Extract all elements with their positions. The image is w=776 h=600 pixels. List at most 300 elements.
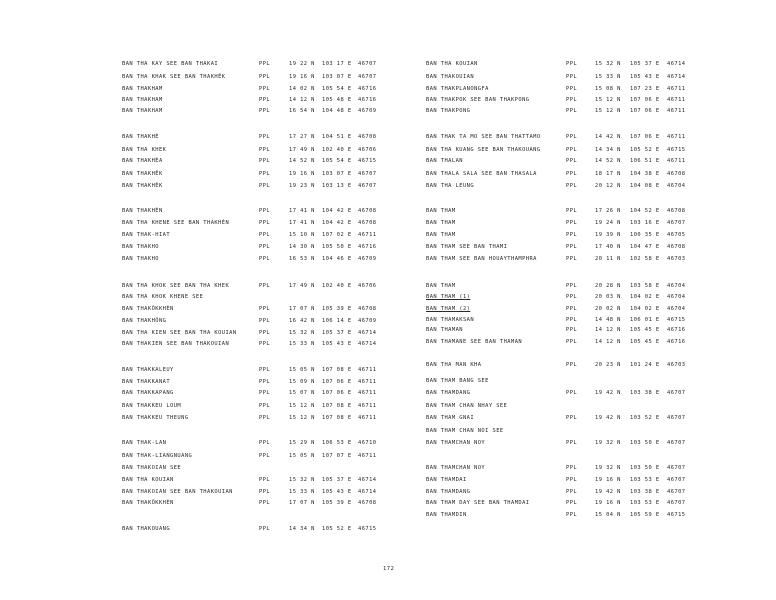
entry-lat: 14 12 N xyxy=(289,97,315,103)
entry-lon: 103 07 E xyxy=(322,74,352,80)
entry-type: PPL xyxy=(259,415,271,421)
entry-type: PPL xyxy=(566,171,578,177)
entry-name: BAN THAK-HIAT xyxy=(122,232,171,238)
entry-lat: 15 07 N xyxy=(289,390,315,396)
entry-lat: 15 33 N xyxy=(289,341,315,347)
entry-lon: 102 58 E xyxy=(630,256,660,262)
entry-lon: 104 48 E xyxy=(322,108,352,114)
entry-lat: 15 12 N xyxy=(595,108,621,114)
entry-lat: 17 49 N xyxy=(289,147,315,153)
entry-sheet: 46706 xyxy=(358,283,377,289)
entry-lat: 20 23 N xyxy=(595,362,621,368)
entry-type: PPL xyxy=(566,108,578,114)
entry-name: BAN THAM xyxy=(426,232,456,238)
entry-name: BAN THA KOUIAN xyxy=(426,61,478,67)
entry-type: PPL xyxy=(259,183,271,189)
entry-lat: 16 53 N xyxy=(289,256,315,262)
entry-lon: 104 51 E xyxy=(322,134,352,140)
entry-type: PPL xyxy=(566,74,578,80)
entry-name: BAN THAKKAPANG xyxy=(122,390,174,396)
entry-type: PPL xyxy=(566,134,578,140)
entry-sheet: 46715 xyxy=(358,526,377,532)
entry-type: PPL xyxy=(259,74,271,80)
entry-sheet: 46707 xyxy=(358,183,377,189)
entry-lon: 104 42 E xyxy=(322,208,352,214)
entry-name: BAN THAKPONG xyxy=(426,108,471,114)
entry-lat: 15 05 N xyxy=(289,367,315,373)
entry-lon: 104 02 E xyxy=(630,306,660,312)
entry-type: PPL xyxy=(259,232,271,238)
entry-lon: 103 38 E xyxy=(630,489,660,495)
entry-lat: 20 03 N xyxy=(595,294,621,300)
entry-type: PPL xyxy=(259,500,271,506)
entry-lon: 104 47 E xyxy=(630,244,660,250)
entry-lon: 103 50 E xyxy=(630,465,660,471)
entry-sheet: 46708 xyxy=(358,306,377,312)
entry-lon: 103 07 E xyxy=(322,171,352,177)
entry-lat: 14 12 N xyxy=(595,339,621,345)
entry-sheet: 46716 xyxy=(667,327,686,333)
entry-name: BAN THAM SEE BAN THAMI xyxy=(426,244,508,250)
entry-type: PPL xyxy=(259,97,271,103)
entry-lon: 103 17 E xyxy=(322,61,352,67)
entry-lat: 15 05 N xyxy=(289,453,315,459)
entry-lon: 101 24 E xyxy=(630,362,660,368)
entry-sheet: 46707 xyxy=(667,465,686,471)
entry-type: PPL xyxy=(259,86,271,92)
entry-type: PPL xyxy=(566,220,578,226)
entry-lon: 107 06 E xyxy=(630,97,660,103)
entry-sheet: 46707 xyxy=(667,440,686,446)
entry-sheet: 46715 xyxy=(667,147,686,153)
entry-sheet: 46711 xyxy=(358,403,377,409)
entry-lon: 106 53 E xyxy=(322,440,352,446)
entry-name: BAN THAMCHAN NOY xyxy=(426,465,486,471)
entry-lat: 19 16 N xyxy=(289,74,315,80)
entry-name: BAN THAM xyxy=(426,283,456,289)
entry-lat: 15 33 N xyxy=(289,489,315,495)
entry-name: BAN THAM SEE BAN HOUAYTHAMPHRA xyxy=(426,256,537,262)
entry-name: BAN THAM xyxy=(426,220,456,226)
entry-lon: 105 54 E xyxy=(322,158,352,164)
entry-name: BAN THA KHENE SEE BAN THAKHÈN xyxy=(122,220,230,226)
entry-sheet: 46707 xyxy=(358,74,377,80)
entry-type: PPL xyxy=(259,390,271,396)
entry-type: PPL xyxy=(566,294,578,300)
entry-lon: 103 58 E xyxy=(630,283,660,289)
entry-name: BAN THA MAN KHA xyxy=(426,362,482,368)
entry-name: BAN THAKKEU THEUNG xyxy=(122,415,189,421)
entry-lat: 20 28 N xyxy=(595,283,621,289)
entry-name: BAN THAM BANG SEE xyxy=(426,378,489,384)
entry-sheet: 46711 xyxy=(358,390,377,396)
entry-name: BAN THAKKEU LOUM xyxy=(122,403,182,409)
entry-sheet: 46711 xyxy=(358,367,377,373)
entry-sheet: 46707 xyxy=(358,171,377,177)
entry-sheet: 46711 xyxy=(358,415,377,421)
entry-sheet: 46711 xyxy=(667,97,686,103)
entry-type: PPL xyxy=(566,362,578,368)
entry-lon: 107 08 E xyxy=(322,403,352,409)
entry-type: PPL xyxy=(566,208,578,214)
entry-sheet: 46714 xyxy=(667,61,686,67)
entry-sheet: 46703 xyxy=(667,362,686,368)
entry-type: PPL xyxy=(566,232,578,238)
entry-lon: 104 52 E xyxy=(630,208,660,214)
entry-type: PPL xyxy=(566,306,578,312)
entry-lon: 105 37 E xyxy=(630,61,660,67)
entry-name: BAN THAKÔKKHÈN xyxy=(122,500,174,506)
entry-name: BAN THAMANE SEE BAN THAMAN xyxy=(426,339,523,345)
entry-sheet: 46711 xyxy=(667,108,686,114)
entry-name: BAN THAM CHAN NOI SEE xyxy=(426,428,504,434)
entry-sheet: 46708 xyxy=(667,208,686,214)
entry-name: BAN THA KHOK KHENE SEE xyxy=(122,294,204,300)
entry-lon: 102 40 E xyxy=(322,283,352,289)
entry-lat: 14 42 N xyxy=(595,134,621,140)
entry-name: BAN THAM (2) xyxy=(426,306,471,312)
entry-type: PPL xyxy=(259,489,271,495)
entry-lat: 15 04 N xyxy=(595,512,621,518)
entry-name: BAN THA KOUIAN xyxy=(122,477,174,483)
entry-sheet: 46711 xyxy=(667,134,686,140)
entry-lat: 14 52 N xyxy=(289,158,315,164)
entry-name: BAN THAKOUANG xyxy=(122,526,171,532)
entry-lon: 105 43 E xyxy=(322,341,352,347)
entry-type: PPL xyxy=(259,440,271,446)
entry-name: BAN THAKHAM xyxy=(122,86,163,92)
entry-type: PPL xyxy=(259,367,271,373)
entry-sheet: 46703 xyxy=(667,256,686,262)
entry-sheet: 46711 xyxy=(358,379,377,385)
entry-lon: 104 42 E xyxy=(322,220,352,226)
entry-sheet: 46704 xyxy=(667,294,686,300)
entry-name: BAN THAM xyxy=(426,208,456,214)
entry-type: PPL xyxy=(259,526,271,532)
entry-lat: 20 02 N xyxy=(595,306,621,312)
entry-sheet: 46707 xyxy=(667,489,686,495)
entry-type: PPL xyxy=(259,220,271,226)
entry-lat: 14 48 N xyxy=(595,317,621,323)
entry-lat: 19 16 N xyxy=(595,500,621,506)
entry-lat: 19 16 N xyxy=(289,171,315,177)
entry-sheet: 46714 xyxy=(358,330,377,336)
entry-type: PPL xyxy=(259,379,271,385)
entry-name: BAN THALAN xyxy=(426,158,463,164)
entry-name: BAN THA KHOK SEE BAN THA KHEK xyxy=(122,283,230,289)
entry-lat: 17 07 N xyxy=(289,306,315,312)
entry-type: PPL xyxy=(566,97,578,103)
entry-sheet: 46708 xyxy=(358,220,377,226)
entry-lon: 103 50 E xyxy=(630,440,660,446)
entry-name: BAN THAK TA MO SEE BAN THATTAMO xyxy=(426,134,541,140)
entry-type: PPL xyxy=(259,256,271,262)
entry-lat: 14 52 N xyxy=(595,158,621,164)
entry-lat: 14 34 N xyxy=(595,147,621,153)
entry-sheet: 46711 xyxy=(358,232,377,238)
entry-lat: 19 42 N xyxy=(595,415,621,421)
entry-sheet: 46711 xyxy=(667,158,686,164)
entry-type: PPL xyxy=(259,341,271,347)
entry-sheet: 46709 xyxy=(358,108,377,114)
entry-type: PPL xyxy=(259,283,271,289)
entry-name: BAN THAM (1) xyxy=(426,294,471,300)
entry-sheet: 46714 xyxy=(358,489,377,495)
entry-lon: 105 50 E xyxy=(322,244,352,250)
entry-lon: 107 23 E xyxy=(630,86,660,92)
entry-name: BAN THAMAKSAN xyxy=(426,317,475,323)
entry-lon: 107 06 E xyxy=(322,390,352,396)
entry-lon: 107 06 E xyxy=(630,108,660,114)
entry-lon: 104 38 E xyxy=(630,171,660,177)
entry-lat: 20 11 N xyxy=(595,256,621,262)
entry-lat: 15 09 N xyxy=(289,379,315,385)
entry-name: BAN THAKPLANONGFA xyxy=(426,86,489,92)
entry-type: PPL xyxy=(566,500,578,506)
entry-sheet: 46709 xyxy=(358,256,377,262)
entry-lat: 15 32 N xyxy=(289,330,315,336)
entry-lat: 15 33 N xyxy=(595,74,621,80)
entry-lon: 103 16 E xyxy=(630,220,660,226)
entry-sheet: 46716 xyxy=(358,86,377,92)
entry-type: PPL xyxy=(566,61,578,67)
entry-type: PPL xyxy=(259,208,271,214)
entry-sheet: 46708 xyxy=(667,244,686,250)
entry-lat: 19 23 N xyxy=(289,183,315,189)
entry-sheet: 46707 xyxy=(667,477,686,483)
entry-name: BAN THA KHAK SEE BAN THAKHÊK xyxy=(122,74,226,80)
entry-name: BAN THAKOIAN SEE BAN THAKOUIAN xyxy=(122,489,233,495)
entry-type: PPL xyxy=(259,108,271,114)
entry-sheet: 46707 xyxy=(667,220,686,226)
entry-type: PPL xyxy=(259,330,271,336)
entry-name: BAN THAKHÈ xyxy=(122,134,159,140)
entry-name: BAN THA LEUNG xyxy=(426,183,475,189)
entry-sheet: 46705 xyxy=(667,232,686,238)
entry-type: PPL xyxy=(566,465,578,471)
entry-lon: 107 08 E xyxy=(322,367,352,373)
page-number: 172 xyxy=(383,566,395,572)
entry-name: BAN THAKKANAT xyxy=(122,379,171,385)
entry-lat: 14 12 N xyxy=(595,327,621,333)
entry-sheet: 46716 xyxy=(358,97,377,103)
entry-name: BAN THAKHO xyxy=(122,256,159,262)
entry-type: PPL xyxy=(566,256,578,262)
entry-lon: 107 07 E xyxy=(322,453,352,459)
entry-type: PPL xyxy=(566,183,578,189)
entry-type: PPL xyxy=(566,339,578,345)
entry-lon: 105 39 E xyxy=(322,306,352,312)
entry-sheet: 46711 xyxy=(358,453,377,459)
entry-name: BAN THAK-LIANGNUANG xyxy=(122,453,193,459)
entry-lat: 18 17 N xyxy=(595,171,621,177)
entry-lat: 15 12 N xyxy=(289,403,315,409)
entry-type: PPL xyxy=(259,477,271,483)
entry-lon: 105 45 E xyxy=(630,339,660,345)
entry-lat: 16 42 N xyxy=(289,318,315,324)
entry-name: BAN THAM CHAN NHAY SEE xyxy=(426,403,508,409)
entry-lat: 15 29 N xyxy=(289,440,315,446)
entry-lat: 17 41 N xyxy=(289,220,315,226)
entry-sheet: 46715 xyxy=(667,317,686,323)
entry-lon: 105 54 E xyxy=(322,86,352,92)
entry-lon: 105 43 E xyxy=(322,489,352,495)
entry-lat: 17 27 N xyxy=(289,134,315,140)
entry-lat: 17 41 N xyxy=(289,208,315,214)
entry-name: BAN THAKÔKKHÈN xyxy=(122,306,174,312)
entry-lat: 19 42 N xyxy=(595,390,621,396)
entry-name: BAN THA KIEN SEE BAN THA KOUIAN xyxy=(122,330,237,336)
entry-name: BAN THAKPOK SEE BAN THAKPONG xyxy=(426,97,530,103)
entry-lat: 19 42 N xyxy=(595,489,621,495)
entry-name: BAN THAMAN xyxy=(426,327,463,333)
entry-lat: 20 12 N xyxy=(595,183,621,189)
entry-lat: 19 39 N xyxy=(595,232,621,238)
entry-lat: 14 02 N xyxy=(289,86,315,92)
entry-sheet: 46708 xyxy=(358,500,377,506)
entry-lon: 102 40 E xyxy=(322,147,352,153)
entry-sheet: 46708 xyxy=(667,171,686,177)
entry-name: BAN THAMDANG xyxy=(426,489,471,495)
entry-name: BAN THAKHÔNG xyxy=(122,318,167,324)
entry-lat: 17 40 N xyxy=(595,244,621,250)
entry-sheet: 46715 xyxy=(358,158,377,164)
entry-name: BAN THAKHÊK xyxy=(122,183,163,189)
entry-type: PPL xyxy=(566,390,578,396)
entry-type: PPL xyxy=(259,134,271,140)
entry-lon: 105 43 E xyxy=(630,74,660,80)
entry-lat: 17 07 N xyxy=(289,500,315,506)
entry-name: BAN THAKHO xyxy=(122,244,159,250)
entry-lon: 105 59 E xyxy=(630,512,660,518)
entry-lat: 14 34 N xyxy=(289,526,315,532)
entry-sheet: 46704 xyxy=(667,183,686,189)
entry-lon: 105 45 E xyxy=(630,327,660,333)
entry-type: PPL xyxy=(259,403,271,409)
entry-lat: 15 32 N xyxy=(289,477,315,483)
entry-lon: 103 53 E xyxy=(630,477,660,483)
entry-name: BAN THAKKALEUY xyxy=(122,367,174,373)
entry-type: PPL xyxy=(566,147,578,153)
entry-sheet: 46704 xyxy=(667,306,686,312)
entry-type: PPL xyxy=(566,86,578,92)
entry-name: BAN THAKHAM xyxy=(122,97,163,103)
entry-lon: 105 39 E xyxy=(322,500,352,506)
entry-lon: 104 46 E xyxy=(322,256,352,262)
entry-lat: 19 32 N xyxy=(595,465,621,471)
entry-name: BAN THAKOIAN SEE xyxy=(122,465,182,471)
entry-name: BAN THA KHEK xyxy=(122,147,167,153)
entry-type: PPL xyxy=(566,489,578,495)
entry-lon: 105 48 E xyxy=(322,97,352,103)
entry-type: PPL xyxy=(566,327,578,333)
entry-name: BAN THA KUANG SEE BAN THAKOUANG xyxy=(426,147,541,153)
entry-sheet: 46714 xyxy=(667,74,686,80)
entry-type: PPL xyxy=(566,158,578,164)
entry-lon: 107 02 E xyxy=(322,232,352,238)
entry-type: PPL xyxy=(259,61,271,67)
entry-sheet: 46714 xyxy=(358,341,377,347)
entry-sheet: 46707 xyxy=(667,500,686,506)
entry-type: PPL xyxy=(259,147,271,153)
entry-lon: 105 37 E xyxy=(322,477,352,483)
entry-lon: 104 02 E xyxy=(630,294,660,300)
entry-lon: 103 13 E xyxy=(322,183,352,189)
entry-lat: 15 32 N xyxy=(595,61,621,67)
entry-lon: 103 38 E xyxy=(630,390,660,396)
entry-type: PPL xyxy=(259,171,271,177)
entry-type: PPL xyxy=(566,512,578,518)
entry-lat: 15 10 N xyxy=(289,232,315,238)
entry-sheet: 46710 xyxy=(358,440,377,446)
entry-type: PPL xyxy=(566,440,578,446)
entry-name: BAN THALA SALA SEE BAN THASALA xyxy=(426,171,537,177)
entry-name: BAN THAM GNAI xyxy=(426,415,475,421)
entry-type: PPL xyxy=(566,244,578,250)
entry-type: PPL xyxy=(566,317,578,323)
entry-name: BAN THAM DAY SEE BAN THAMDAI xyxy=(426,500,530,506)
entry-lat: 19 16 N xyxy=(595,477,621,483)
entry-sheet: 46708 xyxy=(358,208,377,214)
entry-lat: 14 30 N xyxy=(289,244,315,250)
entry-lat: 17 49 N xyxy=(289,283,315,289)
entry-lat: 16 54 N xyxy=(289,108,315,114)
entry-sheet: 46709 xyxy=(358,318,377,324)
entry-lat: 19 22 N xyxy=(289,61,315,67)
entry-lon: 105 52 E xyxy=(630,147,660,153)
entry-name: BAN THA KAY SEE BAN THAKAI xyxy=(122,61,219,67)
entry-sheet: 46707 xyxy=(667,415,686,421)
entry-type: PPL xyxy=(566,283,578,289)
entry-lon: 107 06 E xyxy=(322,379,352,385)
entry-type: PPL xyxy=(259,244,271,250)
entry-lat: 15 12 N xyxy=(595,97,621,103)
entry-name: BAN THAMDANG xyxy=(426,390,471,396)
entry-sheet: 46716 xyxy=(667,339,686,345)
entry-type: PPL xyxy=(259,158,271,164)
entry-lon: 104 08 E xyxy=(630,183,660,189)
entry-lon: 100 35 E xyxy=(630,232,660,238)
entry-lat: 15 12 N xyxy=(289,415,315,421)
entry-name: BAN THAMCHAN NOY xyxy=(426,440,486,446)
entry-type: PPL xyxy=(259,318,271,324)
entry-sheet: 46707 xyxy=(667,390,686,396)
entry-lat: 19 32 N xyxy=(595,440,621,446)
entry-lat: 15 08 N xyxy=(595,86,621,92)
entry-sheet: 46711 xyxy=(667,86,686,92)
entry-name: BAN THAMDAI xyxy=(426,477,467,483)
entry-lon: 103 53 E xyxy=(630,500,660,506)
entry-lat: 17 26 N xyxy=(595,208,621,214)
entry-lon: 106 14 E xyxy=(322,318,352,324)
entry-lon: 106 01 E xyxy=(630,317,660,323)
entry-sheet: 46716 xyxy=(358,244,377,250)
entry-sheet: 46715 xyxy=(667,512,686,518)
entry-name: BAN THAKHÈN xyxy=(122,208,163,214)
entry-type: PPL xyxy=(259,306,271,312)
entry-name: BAN THAKHÊK xyxy=(122,171,163,177)
entry-lon: 103 52 E xyxy=(630,415,660,421)
entry-lon: 107 06 E xyxy=(630,134,660,140)
entry-type: PPL xyxy=(259,453,271,459)
entry-sheet: 46706 xyxy=(358,147,377,153)
entry-lon: 106 51 E xyxy=(630,158,660,164)
entry-type: PPL xyxy=(566,415,578,421)
entry-name: BAN THAKHAM xyxy=(122,108,163,114)
entry-name: BAN THAKIEN SEE BAN THAKOUIAN xyxy=(122,341,230,347)
entry-sheet: 46714 xyxy=(358,477,377,483)
entry-sheet: 46704 xyxy=(667,283,686,289)
